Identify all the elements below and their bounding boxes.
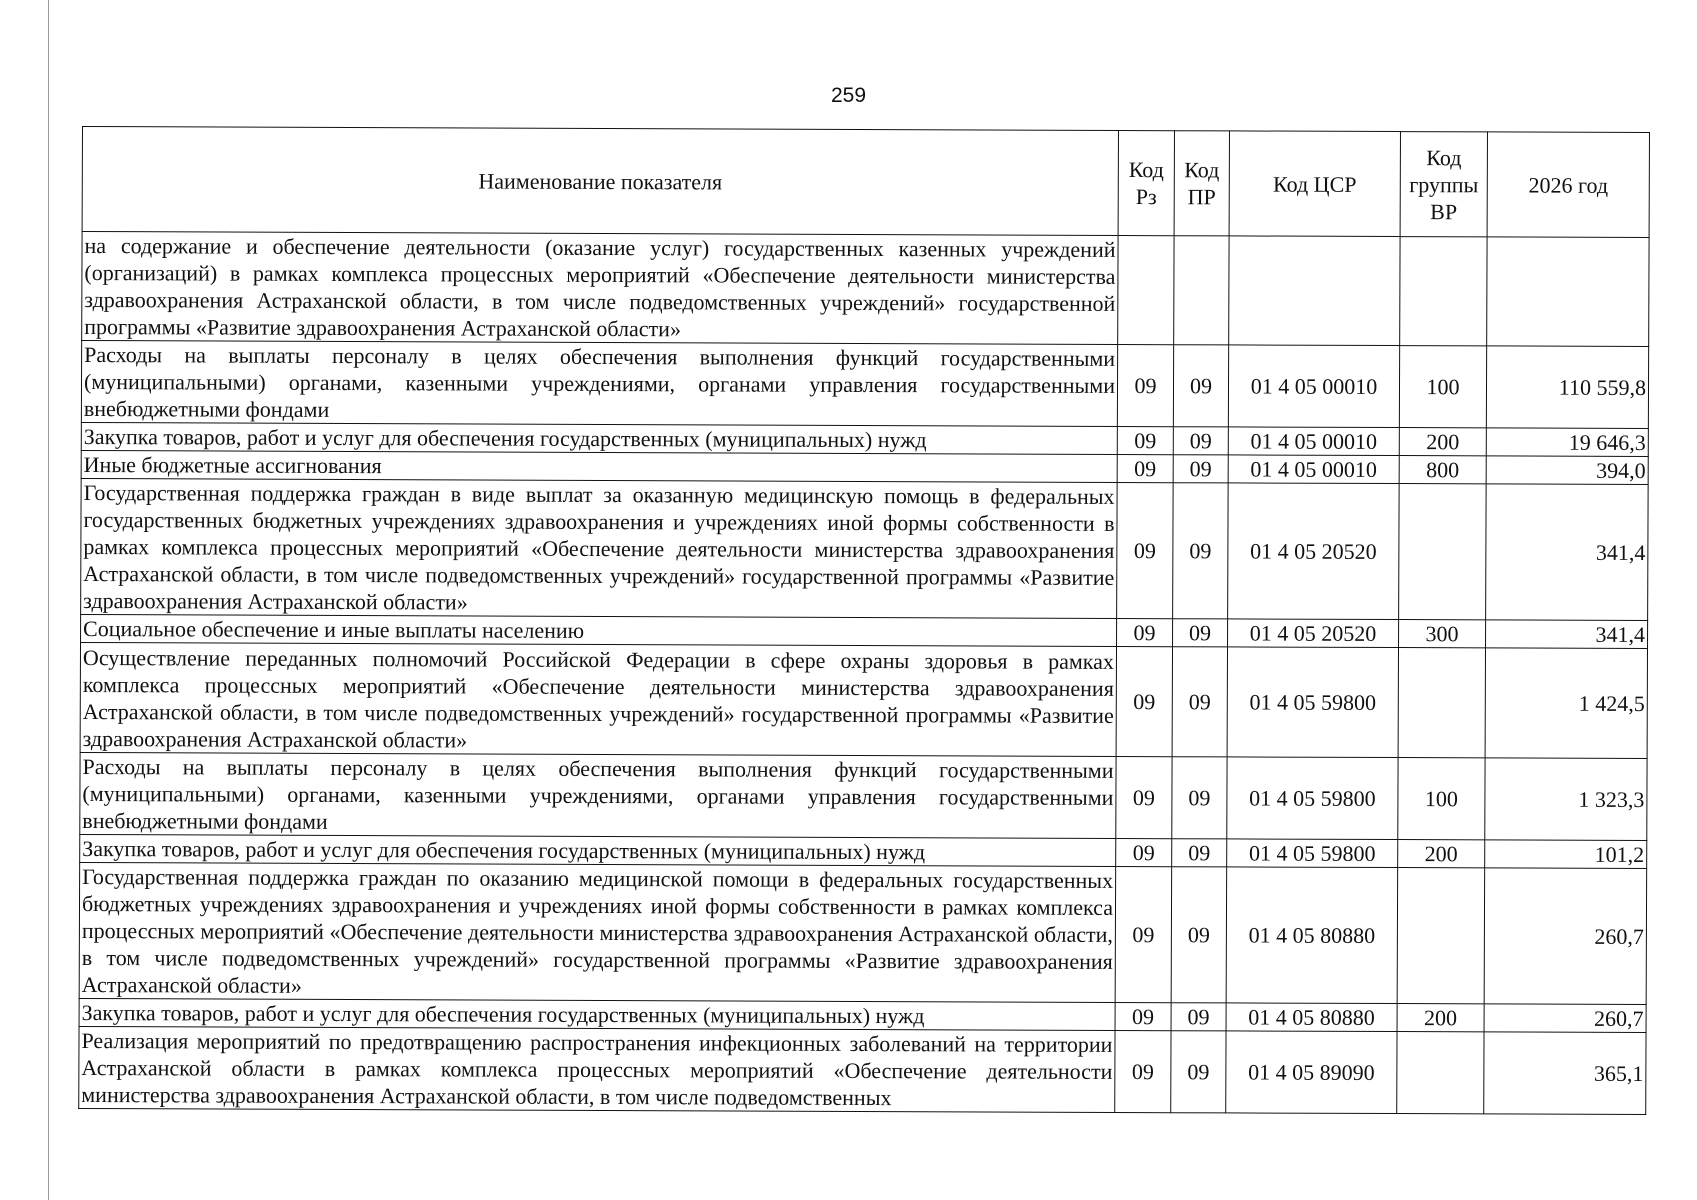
row-vr: 100 (1399, 346, 1486, 428)
row-pr: 09 (1173, 427, 1228, 455)
row-pr: 09 (1171, 1031, 1226, 1113)
row-vr: 200 (1399, 428, 1486, 456)
row-rz: 09 (1117, 618, 1173, 646)
row-pr: 09 (1171, 867, 1227, 1003)
row-vr: 200 (1398, 840, 1485, 868)
row-rz: 09 (1115, 866, 1172, 1002)
row-csr: 01 4 05 20520 (1228, 483, 1400, 620)
row-name: Социальное обеспечение и иные выплаты населению (81, 614, 1117, 646)
row-name: Осуществление переданных полномочий Российской Федерации в сфере охраны здоровья в рамках комплекса процессных мероприятий «Обеспечение деятельности министерства здравоохранения Астраханской области, в том числе подведомственных учреждений» государственной программы «Развитие здравоохранения Астраханской области» (80, 642, 1116, 756)
row-name: Реализация мероприятий по предотвращению распространения инфекционных заболеваний на территории Астраханской области в рамках комплекса процессных мероприятий «Обеспечение деятельности министерства здравоохранения Астраханской области, в том числе подведомственных (79, 1026, 1115, 1112)
row-csr (1229, 236, 1400, 346)
row-name: Расходы на выплаты персоналу в целях обеспечения выполнения функций государственными (муниципальными) органами, казенными учреждениями, органами управления государственными внебюджетными фондами (80, 752, 1116, 838)
budget-table (78, 126, 1650, 1115)
row-csr: 01 4 05 59800 (1227, 839, 1398, 868)
row-pr: 09 (1173, 345, 1228, 427)
table-row (80, 752, 1647, 840)
row-name: Государственная поддержка граждан по оказанию медицинской помощи в федеральных государственных бюджетных учреждениях здравоохранения и учреждениях иной формы собственности в рамках комплекса процессных мероприятий «Обеспечение деятельности министерства здравоохранения Астраханской области, в том числе подведомственных учреждений» государственной программы «Развитие здравоохранения Астраханской области» (79, 862, 1116, 1002)
row-sum: 1 323,3 (1485, 758, 1647, 841)
header-name: Наименование показателя (82, 127, 1118, 236)
row-sum: 110 559,8 (1486, 346, 1648, 429)
row-csr: 01 4 05 80880 (1226, 867, 1398, 1004)
table-row (81, 478, 1649, 620)
row-vr (1397, 868, 1485, 1004)
row-rz: 09 (1117, 344, 1173, 426)
row-sum: 101,2 (1485, 840, 1647, 869)
header-vr: Код группы ВР (1400, 132, 1487, 237)
row-pr: 09 (1171, 1003, 1226, 1031)
row-vr: 300 (1399, 620, 1486, 648)
table-row (79, 1026, 1646, 1114)
table-row (81, 341, 1648, 429)
row-name: Закупка товаров, работ и услуг для обеспечения государственных (муниципальных) нужд (80, 834, 1116, 866)
row-sum: 260,7 (1484, 868, 1647, 1005)
row-vr (1398, 648, 1485, 758)
row-sum: 365,1 (1484, 1032, 1646, 1115)
row-pr: 09 (1172, 647, 1227, 757)
row-sum: 341,4 (1486, 484, 1649, 621)
row-sum: 260,7 (1484, 1004, 1646, 1033)
row-csr: 01 4 05 00010 (1228, 427, 1399, 456)
row-sum (1487, 237, 1649, 347)
table-row (82, 232, 1649, 347)
row-name: Закупка товаров, работ и услуг для обеспечения государственных (муниципальных) нужд (81, 422, 1117, 454)
row-name: Расходы на выплаты персоналу в целях обеспечения выполнения функций государственными (муниципальными) органами, казенными учреждениями, органами управления государственными внебюджетными фондами (81, 341, 1117, 427)
row-vr (1400, 237, 1487, 346)
row-csr: 01 4 05 80880 (1226, 1003, 1397, 1032)
table-row (80, 642, 1647, 758)
row-vr (1397, 1032, 1484, 1114)
row-rz: 09 (1116, 646, 1172, 756)
row-name: Иные бюджетные ассигнования (81, 450, 1117, 482)
header-rz: Код Рз (1118, 130, 1174, 235)
row-pr: 09 (1172, 839, 1227, 867)
row-pr: 09 (1172, 757, 1227, 839)
row-csr: 01 4 05 00010 (1228, 455, 1399, 484)
row-rz: 09 (1116, 838, 1172, 866)
header-sum: 2026 год (1487, 132, 1649, 238)
row-pr: 09 (1173, 455, 1228, 483)
table-row (79, 862, 1647, 1004)
row-rz: 09 (1117, 454, 1173, 482)
row-csr: 01 4 05 00010 (1228, 345, 1399, 428)
row-sum: 394,0 (1486, 456, 1648, 485)
row-pr (1174, 236, 1229, 345)
row-sum: 19 646,3 (1486, 428, 1648, 457)
scan-edge-line (48, 0, 49, 1200)
row-sum: 1 424,5 (1485, 648, 1647, 759)
row-rz: 09 (1117, 426, 1173, 454)
row-name: Закупка товаров, работ и услуг для обеспечения государственных (муниципальных) нужд (79, 998, 1115, 1030)
row-rz: 09 (1115, 1030, 1171, 1112)
row-pr: 09 (1173, 619, 1228, 647)
header-csr: Код ЦСР (1229, 131, 1400, 237)
row-vr: 800 (1399, 456, 1486, 484)
row-vr: 200 (1397, 1004, 1484, 1032)
row-rz (1118, 235, 1174, 344)
row-name: на содержание и обеспечение деятельности (оказание услуг) государственных казенных учреждений (организаций) в рамках комплекса процессных мероприятий «Обеспечение деятельности министерства здравоохранения Астраханской области, в том числе подведомственных учреждений» государственной программы «Развитие здравоохранения Астраханской области» (82, 232, 1118, 345)
row-rz: 09 (1115, 1002, 1171, 1030)
page-number: 259 (830, 84, 867, 107)
row-csr: 01 4 05 59800 (1227, 647, 1398, 758)
header-pr: Код ПР (1174, 131, 1229, 236)
row-sum: 341,4 (1486, 620, 1648, 649)
row-rz: 09 (1117, 482, 1174, 618)
table-header-row (82, 127, 1649, 238)
row-csr: 01 4 05 20520 (1228, 619, 1399, 648)
row-pr: 09 (1173, 483, 1229, 619)
row-vr (1399, 484, 1487, 620)
row-rz: 09 (1116, 756, 1172, 838)
row-vr: 100 (1398, 758, 1485, 840)
row-csr: 01 4 05 89090 (1226, 1031, 1397, 1114)
row-csr: 01 4 05 59800 (1227, 757, 1398, 840)
row-name: Государственная поддержка граждан в виде выплат за оказанную медицинскую помощь в федеральных государственных бюджетных учреждениях здравоохранения и учреждениях иной формы собственности в рамках комплекса процессных мероприятий «Обеспечение деятельности министерства здравоохранения Астраханской области, в том числе подведомственных учреждений» государственной программы «Развитие здравоохранения Астраханской области» (81, 478, 1118, 618)
